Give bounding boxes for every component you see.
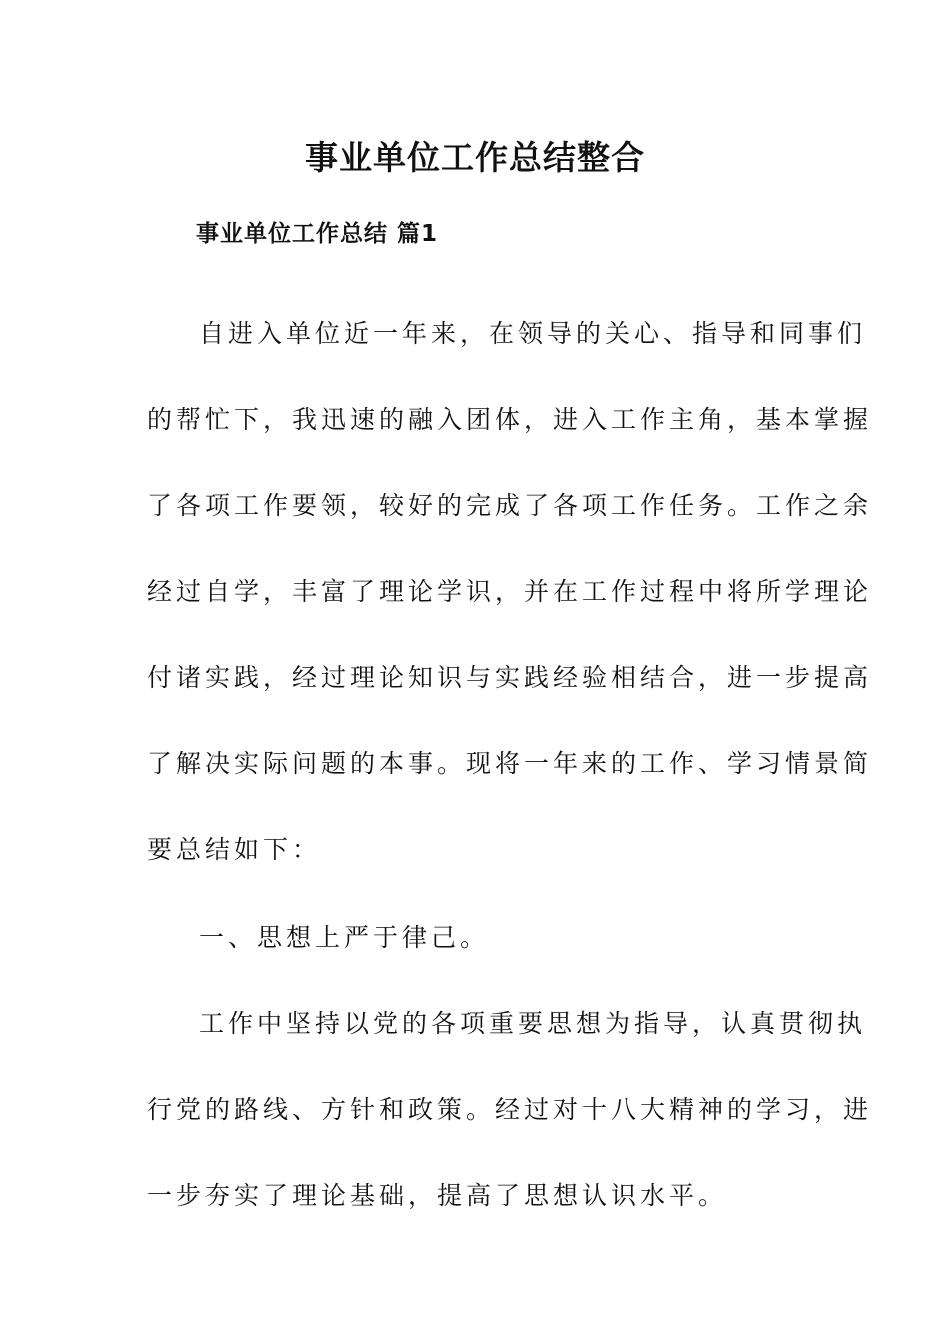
paragraph-line: 付诸实践，经过理论知识与实践经验相结合，进一步提高 [147,663,873,692]
paragraph-line: 自进入单位近一年来，在领导的关心、指导和同事们 [199,319,867,348]
paragraph-line: 经过自学，丰富了理论学识，并在工作过程中将所学理论 [147,577,873,606]
document-title: 事业单位工作总结整合 [305,138,645,177]
paragraph-line: 一步夯实了理论基础，提高了思想认识水平。 [147,1181,728,1210]
section-heading: 事业单位工作总结 篇1 [196,221,439,247]
paragraph-line: 行党的路线、方针和政策。经过对十八大精神的学习，进 [147,1095,873,1124]
paragraph-line: 了解决实际问题的本事。现将一年来的工作、学习情景简 [147,749,873,778]
paragraph-line: 要总结如下： [147,835,322,864]
paragraph-line: 的帮忙下，我迅速的融入团体，进入工作主角，基本掌握 [147,405,873,434]
paragraph-line: 了各项工作要领，较好的完成了各项工作任务。工作之余 [147,491,873,520]
subsection-heading: 一、思想上严于律己。 [199,923,490,952]
paragraph-line: 工作中坚持以党的各项重要思想为指导，认真贯彻执 [199,1009,867,1038]
